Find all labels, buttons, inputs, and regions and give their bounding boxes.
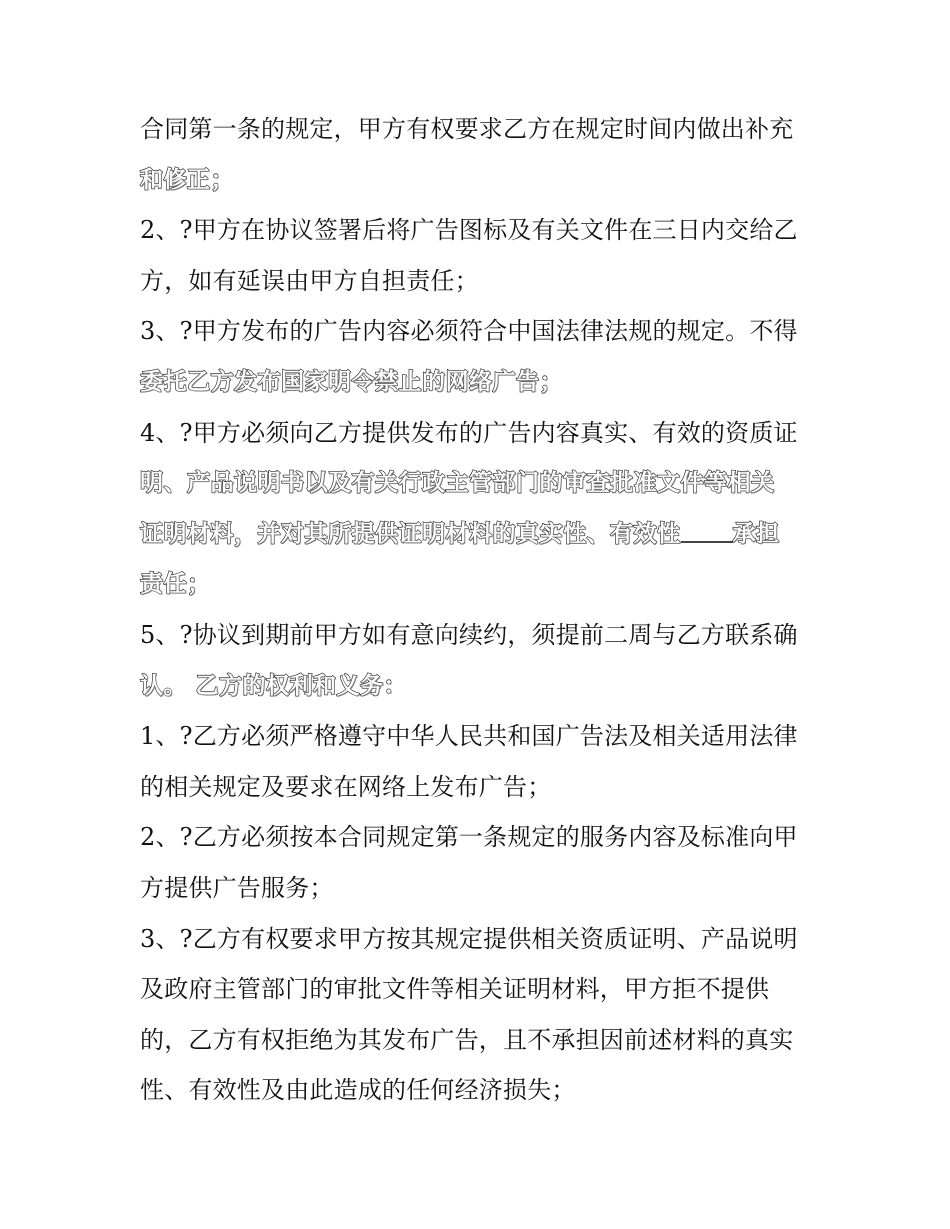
text-line: 的，乙方有权拒绝为其发布广告，且不承担因前述材料的真实	[140, 1025, 794, 1054]
text-line: 3、?甲方发布的广告内容必须符合中国法律法规的规定。不得	[140, 317, 798, 346]
text-line: 3、?乙方有权要求甲方按其规定提供相关资质证明、产品说明	[140, 924, 798, 953]
text-segment: 承担	[732, 520, 780, 547]
text-line: 及政府主管部门的审批文件等相关证明材料，甲方拒不提供	[140, 975, 770, 1004]
text-line: 2、?乙方必须按本合同规定第一条规定的服务内容及标准向甲	[140, 823, 798, 852]
text-line: 合同第一条的规定，甲方有权要求乙方在规定时间内做出补充	[140, 115, 794, 143]
fill-in-blank	[681, 517, 733, 543]
text-line: 和修正；	[140, 166, 234, 193]
text-line: 2、?甲方在协议签署后将广告图标及有关文件在三日内交给乙	[140, 216, 798, 245]
text-line: 方，如有延误由甲方自担责任；	[140, 266, 479, 295]
text-line: 性、有效性及由此造成的任何经济损失；	[140, 1076, 576, 1105]
document-body	[140, 104, 820, 1116]
text-line: 4、?甲方必须向乙方提供发布的广告内容真实、有效的资质证	[140, 418, 798, 447]
text-line: 的相关规定及要求在网络上发布广告；	[140, 772, 552, 801]
text-line: 明、产品说明书以及有关行政主管部门的审查批准文件等相关	[140, 470, 775, 497]
text-line: 认。 乙方的权利和义务：	[140, 672, 408, 699]
text-line	[140, 509, 820, 560]
text-line: 责任；	[140, 571, 211, 598]
text-line: 委托乙方发布国家明令禁止的网络广告；	[140, 368, 563, 395]
text-segment: 证明材料，并对其所提供证明材料的真实性、有效性	[140, 520, 681, 547]
text-line: 1、?乙方必须严格遵守中华人民共和国广告法及相关适用法律	[140, 722, 798, 751]
text-line: 方提供广告服务；	[140, 873, 334, 902]
text-line: 5、?协议到期前甲方如有意向续约，须提前二周与乙方联系确	[140, 620, 798, 649]
